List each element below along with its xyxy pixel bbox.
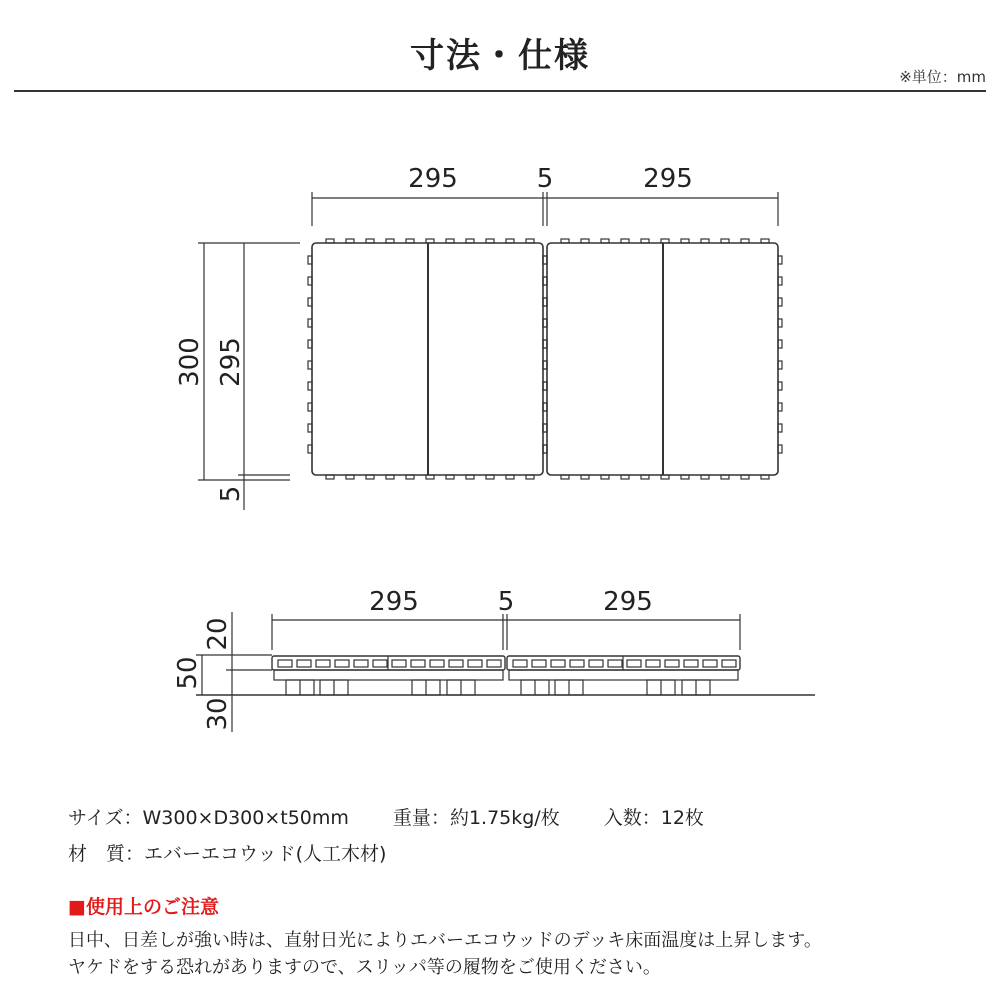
edge-tooth: [543, 256, 547, 264]
slat-cell: [589, 660, 603, 667]
size-label: サイズ：: [68, 807, 143, 829]
qty-label: 入数：: [603, 807, 661, 829]
top-dim-label-h-gap: 5: [216, 485, 246, 503]
slat-cell: [430, 660, 444, 667]
edge-tooth: [778, 382, 782, 390]
slat-cell: [513, 660, 527, 667]
top-dim-label-gap: 5: [536, 164, 554, 194]
material-value: エバーエコウッド(人工木材): [144, 843, 387, 865]
top-dim-label-h-total: 300: [175, 337, 205, 387]
slat-cell: [665, 660, 679, 667]
notice-line-1: 日中、日差しが強い時は、直射日光によりエバーエコウッドのデッキ床面温度は上昇します。: [68, 930, 822, 951]
slat-cell: [354, 660, 368, 667]
edge-tooth: [778, 277, 782, 285]
tile-edge-teeth: [308, 239, 782, 479]
edge-tooth: [778, 340, 782, 348]
slat-cell: [570, 660, 584, 667]
side-dim-label-gap: 5: [497, 587, 515, 617]
slat-cell: [316, 660, 330, 667]
slat-cell: [551, 660, 565, 667]
notice-line-2: ヤケドをする恐れがありますので、スリッパ等の履物をご使用ください。: [68, 957, 661, 978]
slat-cell: [392, 660, 406, 667]
top-dim-label-h-inner: 295: [216, 337, 246, 387]
spec-row-1: [68, 803, 704, 830]
edge-tooth: [778, 424, 782, 432]
edge-tooth: [778, 298, 782, 306]
slat-cell: [335, 660, 349, 667]
tile-side-profile: [272, 656, 740, 695]
slat-cell: [532, 660, 546, 667]
notice-heading: ■使用上のご注意: [68, 896, 219, 918]
slat-cell: [703, 660, 717, 667]
size-value: W300×D300×t50mm: [142, 807, 349, 829]
material-label: 材 質：: [68, 843, 145, 865]
notice-body: [68, 927, 988, 981]
slat-cell: [297, 660, 311, 667]
edge-tooth: [778, 403, 782, 411]
edge-tooth: [778, 256, 782, 264]
page-title: 寸法・仕様: [410, 36, 590, 76]
slat-cell: [449, 660, 463, 667]
top-dim-label-w2: 295: [643, 164, 693, 194]
edge-tooth: [543, 277, 547, 285]
side-dim-label-h-top: 20: [203, 617, 233, 651]
base-frame: [509, 670, 738, 680]
edge-tooth: [543, 382, 547, 390]
slat-cell: [411, 660, 425, 667]
top-dim-label-w1: 295: [408, 164, 458, 194]
side-dim-label-h-total: 50: [173, 656, 203, 690]
edge-tooth: [543, 361, 547, 369]
unit-note: ※単位：mm: [899, 68, 986, 86]
slat-cell: [487, 660, 501, 667]
edge-tooth: [778, 319, 782, 327]
side-view-drawing: [196, 612, 815, 732]
side-view-labels: [173, 587, 653, 731]
side-dim-label-w1: 295: [369, 587, 419, 617]
edge-tooth: [543, 319, 547, 327]
edge-tooth: [778, 361, 782, 369]
qty-value: 12枚: [660, 807, 704, 829]
side-dim-label-w2: 295: [603, 587, 653, 617]
edge-tooth: [778, 445, 782, 453]
top-view-labels: [175, 164, 693, 502]
slat-cell: [646, 660, 660, 667]
weight-label: 重量：: [392, 807, 450, 829]
edge-tooth: [543, 298, 547, 306]
edge-tooth: [543, 424, 547, 432]
side-dim-label-h-bottom: 30: [203, 697, 233, 731]
slat-cell: [608, 660, 622, 667]
slat-cell: [722, 660, 736, 667]
slat-cell: [684, 660, 698, 667]
edge-tooth: [543, 340, 547, 348]
top-view-drawing: [198, 192, 782, 510]
slat-cell: [468, 660, 482, 667]
edge-tooth: [543, 403, 547, 411]
slat-cell: [373, 660, 387, 667]
weight-value: 約1.75kg/枚: [449, 807, 560, 829]
edge-tooth: [543, 445, 547, 453]
spec-row-2: [68, 839, 386, 866]
slat-cell: [278, 660, 292, 667]
slat-cell: [627, 660, 641, 667]
base-frame: [274, 670, 503, 680]
